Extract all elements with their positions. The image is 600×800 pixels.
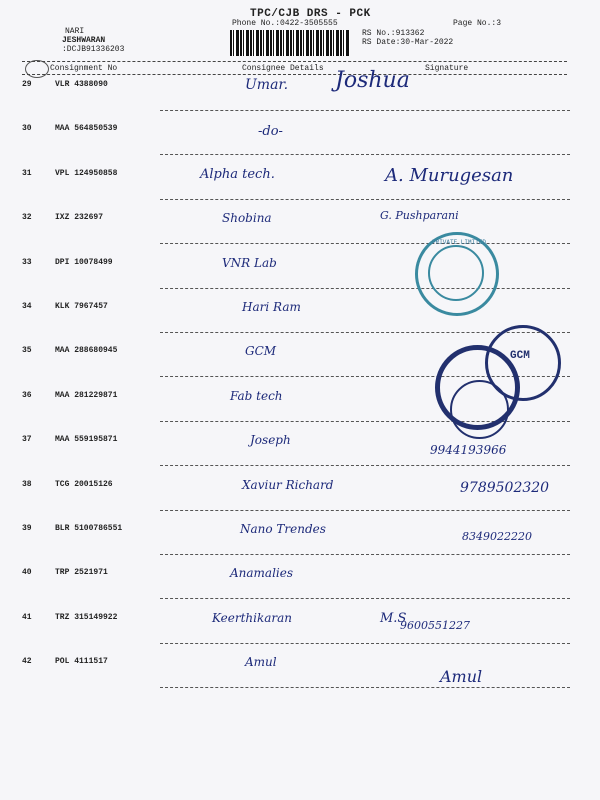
signature-handwritten: Joshua <box>335 68 410 93</box>
signature-handwritten: A. Murugesan <box>385 164 514 186</box>
signature-phone: 9789502320 <box>460 479 550 496</box>
consignment-number: TRP 2521971 <box>55 568 108 578</box>
page-number: Page No.:3 <box>453 19 502 28</box>
header-left-line1: NARI <box>65 27 85 36</box>
signature-handwritten: Amul <box>440 667 483 687</box>
col-signature: Signature <box>425 64 469 73</box>
header-rule-bottom <box>22 74 567 75</box>
signature-handwritten: M.S <box>380 610 407 626</box>
row-separator <box>160 154 570 155</box>
consignment-number: VPL 124950858 <box>55 168 118 178</box>
signature-handwritten: G. Pushparani <box>380 209 459 223</box>
table-row <box>0 255 600 302</box>
consignment-number: KLK 7967457 <box>55 302 108 311</box>
table-row <box>0 610 600 657</box>
consignee-handwritten: Umar. <box>245 77 289 93</box>
company-stamp <box>415 232 499 316</box>
consignment-number: IXZ 232697 <box>55 213 104 223</box>
consignment-number: TCG 20015126 <box>55 479 113 489</box>
row-number: 35 <box>22 346 32 356</box>
row-number: 37 <box>22 435 32 445</box>
consignment-number: DPI 10078499 <box>55 257 113 267</box>
row-number: 29 <box>22 80 32 89</box>
consignee-handwritten: Fab tech <box>230 388 283 403</box>
consignee-handwritten: Hari Ram <box>242 300 301 314</box>
row-number: 31 <box>22 168 32 178</box>
phone-number: Phone No.:0422-3505555 <box>232 19 338 28</box>
row-separator <box>160 510 570 511</box>
table-row <box>0 524 600 568</box>
consignee-handwritten: Shobina <box>222 211 272 226</box>
row-number: 41 <box>22 612 32 622</box>
gcm-stamp-3 <box>450 380 509 439</box>
row-separator <box>160 643 570 644</box>
corner-mark <box>25 60 49 78</box>
row-separator <box>160 554 570 555</box>
row-separator <box>160 598 570 599</box>
consignment-number: MAA 288680945 <box>55 346 118 356</box>
stamp-text: PRIVATE LIMITED <box>432 239 487 246</box>
signature-phone: 8349022220 <box>462 530 532 543</box>
consignee-handwritten: Alpha tech. <box>200 166 275 182</box>
consignee-handwritten: Anamalies <box>230 566 294 581</box>
consignee-handwritten: VNR Lab <box>222 255 277 270</box>
barcode <box>230 30 350 56</box>
consignee-handwritten: Joseph <box>250 433 291 448</box>
header-left-line3: :DCJB91336203 <box>62 45 125 54</box>
consignee-handwritten: GCM <box>245 344 277 359</box>
table-row <box>0 477 600 524</box>
row-number: 38 <box>22 479 32 489</box>
header-rule-top <box>22 61 567 62</box>
table-row <box>0 657 600 701</box>
rs-number: RS No.:913362 <box>362 29 425 38</box>
row-separator <box>160 687 570 688</box>
row-separator <box>160 199 570 200</box>
signature-phone: 9600551227 <box>400 618 470 632</box>
consignee-handwritten: Xaviur Richard <box>242 477 334 492</box>
row-number: 39 <box>22 524 32 533</box>
row-number: 42 <box>22 657 32 667</box>
row-separator <box>160 243 570 244</box>
consignment-number: MAA 559195871 <box>55 435 118 445</box>
row-number: 32 <box>22 213 32 223</box>
signature-phone: 9944193966 <box>430 443 507 458</box>
table-row <box>0 568 600 612</box>
row-number: 30 <box>22 124 32 134</box>
col-consignment: Consignment No <box>50 64 118 73</box>
row-number: 34 <box>22 302 32 311</box>
consignment-number: MAA 281229871 <box>55 390 118 400</box>
sheet-title: TPC/CJB DRS - PCK <box>250 8 371 20</box>
consignment-number: BLR 5100786551 <box>55 524 123 533</box>
col-consignee: Consignee Details <box>242 64 324 73</box>
header-left-line2: JESHWARAN <box>62 36 106 45</box>
row-number: 40 <box>22 568 32 578</box>
consignment-number: MAA 564850539 <box>55 124 118 134</box>
gcm-stamp-text: GCM <box>510 350 530 362</box>
table-row <box>0 164 600 213</box>
consignment-number: TRZ 315149922 <box>55 612 118 622</box>
table-row <box>0 209 600 257</box>
consignment-number: POL 4111517 <box>55 657 108 667</box>
row-separator <box>160 421 570 422</box>
consignee-handwritten: Nano Trendes <box>240 522 326 536</box>
row-number: 36 <box>22 390 32 400</box>
row-number: 33 <box>22 257 32 267</box>
row-separator <box>160 288 570 289</box>
table-row <box>0 435 600 479</box>
consignee-handwritten: -do- <box>258 124 283 140</box>
table-row <box>0 124 600 168</box>
consignee-handwritten: Keerthikaran <box>212 610 293 625</box>
row-separator <box>160 465 570 466</box>
row-separator <box>160 110 570 111</box>
rs-date: RS Date:30-Mar-2022 <box>362 38 454 47</box>
consignee-handwritten: Amul <box>245 655 277 670</box>
consignment-number: VLR 4388090 <box>55 80 108 89</box>
